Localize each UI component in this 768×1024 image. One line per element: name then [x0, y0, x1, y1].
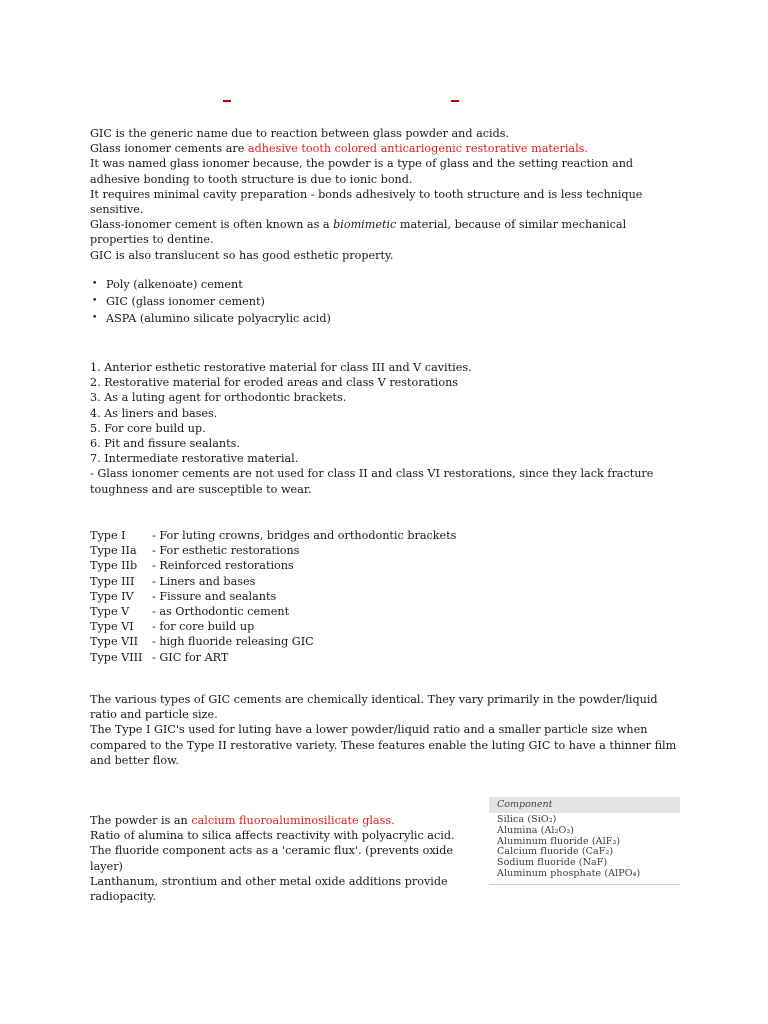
variants-section	[90, 692, 680, 768]
type-desc: - For esthetic restorations	[152, 544, 300, 558]
type-name: Type VIII	[90, 650, 143, 664]
heading-marker-left	[223, 100, 231, 102]
powder-line	[90, 813, 470, 828]
type-row	[90, 650, 680, 665]
list-item-text: GIC (glass ionomer cement)	[106, 295, 265, 308]
use-item: 4. As liners and bases.	[90, 406, 218, 420]
intro-line: It requires minimal cavity preparation - bonds adhesively to tooth structure and is less technique sensitive.	[90, 187, 643, 217]
type-row	[90, 558, 680, 573]
type-name: Type VI	[90, 620, 134, 634]
type-name: Type V	[90, 604, 130, 618]
powder-section	[90, 813, 470, 904]
paragraph: The various types of GIC cements are chemically identical. They vary primarily in the powder/liquid ratio and particle size.	[90, 693, 658, 722]
use-note: - Glass ionomer cements are not used for class II and class VI restorations, since they lack fracture toughness and are susceptible to wear.	[90, 467, 654, 496]
intro-line: GIC is the generic name due to reaction between glass powder and acids.	[90, 127, 510, 140]
type-name: Type IIb	[90, 559, 138, 573]
intro-section	[90, 126, 680, 263]
heading-marker-right	[451, 100, 459, 102]
type-desc: - for core build up	[152, 620, 255, 634]
use-item: 6. Pit and fissure sealants.	[90, 437, 240, 451]
bullet-icon: •	[92, 279, 98, 289]
type-row	[90, 574, 680, 589]
table-body	[489, 813, 680, 880]
intro-text: material, because of similar mechanical properties to dentine.	[90, 218, 627, 247]
type-row	[90, 589, 680, 604]
table-row: Alumina (Al₂O₃)	[497, 824, 575, 836]
type-name: Type IIa	[90, 544, 137, 558]
bullet-icon: •	[92, 296, 98, 306]
list-item	[92, 310, 682, 327]
type-desc: - Reinforced restorations	[152, 559, 294, 573]
highlight-text: adhesive tooth colored anticariogenic restorative materials.	[247, 142, 588, 156]
synonyms-list	[92, 276, 682, 327]
intro-text: Glass-ionomer cement is often known as a	[90, 218, 334, 232]
type-name: Type IV	[90, 589, 134, 603]
intro-line: GIC is also translucent so has good esthetic property.	[90, 248, 394, 262]
use-item: 3. As a luting agent for orthodontic brackets.	[90, 391, 347, 405]
emphasis-text: biomimetic	[333, 218, 397, 232]
powder-line: Lanthanum, strontium and other metal oxide additions provide radiopacity.	[90, 874, 448, 904]
type-desc: - For luting crowns, bridges and orthodontic brackets	[152, 529, 457, 542]
type-name: Type VII	[90, 635, 139, 649]
type-name: Type III	[90, 574, 135, 588]
uses-section	[90, 360, 680, 497]
type-desc: - high fluoride releasing GIC	[152, 635, 314, 649]
type-desc: - as Orthodontic cement	[152, 604, 290, 618]
bullet-icon: •	[92, 313, 98, 323]
type-row	[90, 619, 680, 634]
type-row	[90, 634, 680, 649]
powder-text: The powder is an	[90, 814, 192, 827]
paragraph: The Type I GIC's used for luting have a lower powder/liquid ratio and a smaller particle size when compared to the Type II restorative variety. These features enable the luting GIC to have a thinner film and better flow.	[90, 723, 677, 767]
use-item: 5. For core build up.	[90, 421, 206, 435]
use-item: 2. Restorative material for eroded areas and class V restorations	[90, 376, 459, 390]
type-desc: - Liners and bases	[152, 574, 256, 588]
table-divider	[489, 884, 680, 885]
use-item: 1. Anterior esthetic restorative material for class III and V cavities.	[90, 361, 472, 374]
list-item-text: ASPA (alumino silicate polyacrylic acid)	[106, 312, 331, 325]
table-row: Calcium fluoride (CaF₂)	[497, 846, 614, 858]
type-row	[90, 543, 680, 558]
powder-line: Ratio of alumina to silica affects reactivity with polyacrylic acid.	[90, 829, 455, 843]
types-section	[90, 528, 680, 665]
intro-line	[90, 141, 680, 156]
highlight-text: calcium fluoroaluminosilicate glass.	[191, 814, 395, 827]
intro-text: Glass ionomer cements are	[90, 142, 248, 156]
list-item-text: Poly (alkenoate) cement	[106, 278, 243, 291]
list-item	[92, 293, 682, 310]
intro-line: It was named glass ionomer because, the powder is a type of glass and the setting reaction and adhesive bonding to tooth structure is due to ionic bond.	[90, 157, 634, 186]
table-row: Silica (SiO₂)	[497, 814, 557, 825]
table-row: Aluminum phosphate (AlPO₄)	[497, 867, 641, 879]
type-desc: - Fissure and sealants	[152, 589, 277, 603]
type-name: Type I	[90, 529, 126, 542]
type-row	[90, 528, 680, 543]
table-row: Aluminum fluoride (AlF₃)	[497, 835, 621, 847]
powder-line: The fluoride component acts as a 'ceramic flux'. (prevents oxide layer)	[90, 844, 454, 873]
type-row	[90, 604, 680, 619]
component-table	[489, 797, 680, 885]
table-header: Component	[489, 797, 680, 813]
intro-line	[90, 217, 680, 247]
use-item: 7. Intermediate restorative material.	[90, 452, 299, 466]
table-row: Sodium fluoride (NaF)	[497, 857, 608, 869]
type-desc: - GIC for ART	[152, 650, 229, 664]
list-item	[92, 276, 682, 293]
